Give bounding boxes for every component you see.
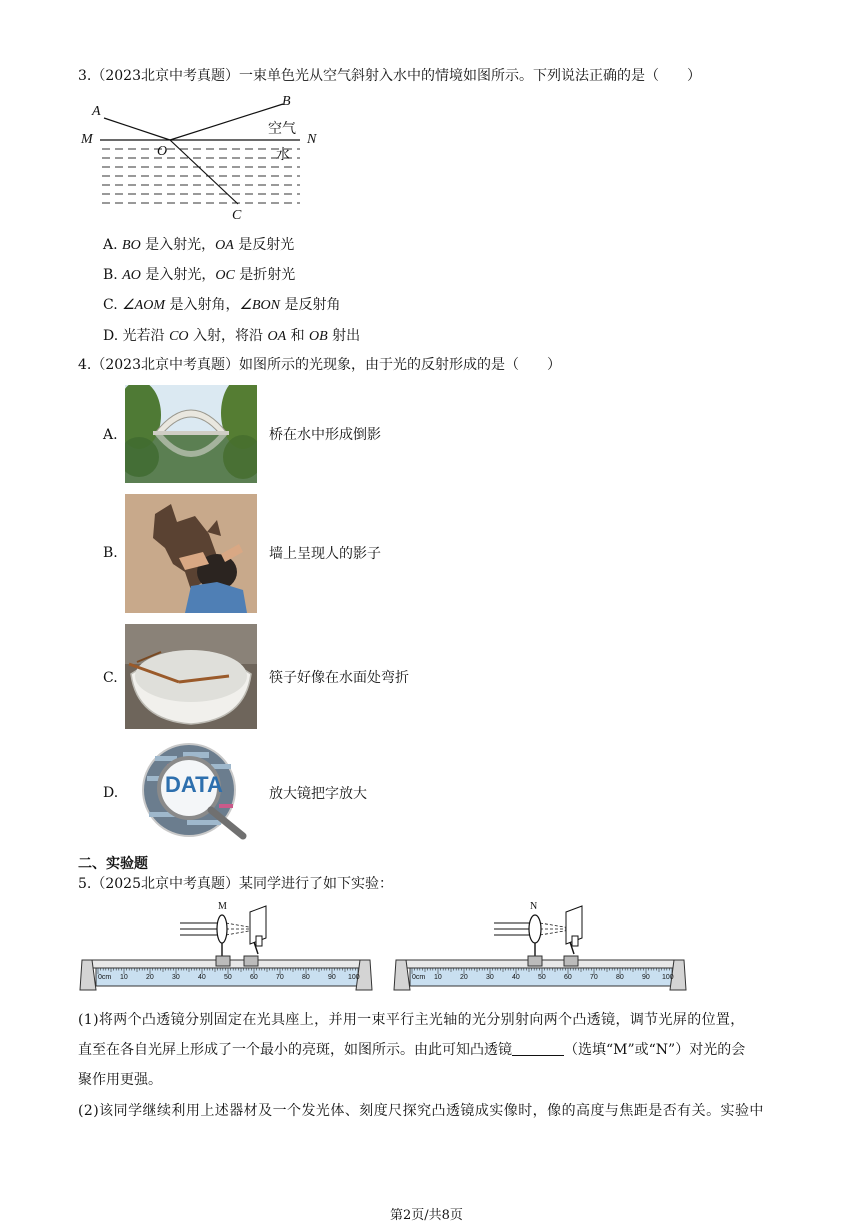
ruler-unit: 0cm: [98, 974, 112, 981]
q5-part1-line2: 直至在各自光屏上形成了一个最小的亮斑，如图所示。由此可知凸透镜 （选填“M”或“N”）对光的会: [78, 1042, 746, 1058]
q5-part2-line1: (2)该同学继续利用上述器材及一个发光体、刻度尺探究凸透镜成实像时，像的高度与焦距是否有关。实验中: [78, 1103, 764, 1119]
q4-option-b-letter: B.: [103, 545, 118, 561]
label-B: B: [282, 94, 291, 109]
hand-shadow-photo: [125, 494, 257, 613]
q4-option-c-text[interactable]: 筷子好像在水面处弯折: [269, 670, 409, 686]
chopsticks-bowl-photo: [125, 624, 257, 729]
q3-option-a[interactable]: A. BO 是入射光，OA 是反射光: [103, 237, 295, 253]
answer-blank[interactable]: [512, 1041, 564, 1056]
label-air: 空气: [268, 121, 296, 137]
magnifier-photo: [127, 742, 257, 840]
ruler-tick: 100: [348, 974, 360, 981]
label-N: N: [307, 132, 317, 147]
ruler-tick: 50: [538, 974, 546, 981]
section-title: 二、实验题: [78, 856, 148, 872]
label-O: O: [157, 144, 168, 159]
q4-option-a-text[interactable]: 桥在水中形成倒影: [269, 427, 381, 443]
refraction-diagram: [78, 92, 328, 227]
q5-part1-line3: 聚作用更强。: [78, 1072, 162, 1088]
label-C: C: [232, 208, 242, 223]
optical-bench-n: [392, 898, 688, 1000]
q5-stem: 5.（2025北京中考真题）某同学进行了如下实验：: [78, 876, 393, 892]
ruler-tick: 60: [250, 974, 258, 981]
ruler-tick: 10: [434, 974, 442, 981]
ruler-tick: 90: [642, 974, 650, 981]
bridge-reflection-photo: [125, 385, 257, 483]
ruler-tick: 20: [146, 974, 154, 981]
q5-part1-line1: (1)将两个凸透镜分别固定在光具座上，并用一束平行主光轴的光分别射向两个凸透镜，调节光屏的位置，: [78, 1012, 745, 1028]
q4-stem: 4.（2023北京中考真题）如图所示的光现象，由于光的反射形成的是（ ）: [78, 357, 561, 373]
q4-option-c-letter: C.: [103, 670, 118, 686]
ruler-tick: 70: [590, 974, 598, 981]
ruler-tick: 70: [276, 974, 284, 981]
label-water: 水: [276, 147, 290, 163]
q3-option-d[interactable]: D. 光若沿 CO 入射，将沿 OA 和 OB 射出: [103, 328, 361, 344]
lens-m-label: M: [218, 901, 227, 912]
label-M: M: [81, 132, 93, 147]
magnifier-word: DATA: [165, 772, 223, 797]
ruler-tick: 50: [224, 974, 232, 981]
page-footer: 第2页/共8页: [390, 1208, 463, 1223]
q4-option-d-text[interactable]: 放大镜把字放大: [269, 786, 367, 802]
ruler-unit: 0cm: [412, 974, 426, 981]
ruler-tick: 40: [198, 974, 206, 981]
ruler-labels-n: [410, 974, 674, 986]
ruler-tick: 80: [616, 974, 624, 981]
q4-option-a-letter: A.: [103, 427, 118, 443]
q3-option-c[interactable]: C. ∠AOM 是入射角，∠BON 是反射角: [103, 297, 341, 313]
label-A: A: [92, 104, 101, 119]
ruler-tick: 30: [172, 974, 180, 981]
ruler-labels-m: [96, 974, 360, 986]
ruler-tick: 90: [328, 974, 336, 981]
ruler-tick: 20: [460, 974, 468, 981]
q3-option-b[interactable]: B. AO 是入射光，OC 是折射光: [103, 267, 296, 283]
ruler-tick: 40: [512, 974, 520, 981]
ruler-tick: 100: [662, 974, 674, 981]
lens-n-label: N: [530, 901, 538, 912]
ruler-tick: 30: [486, 974, 494, 981]
optical-bench-m: [78, 898, 374, 1000]
q4-option-b-text[interactable]: 墙上呈现人的影子: [269, 546, 381, 562]
q4-option-d-letter: D.: [103, 785, 119, 801]
ruler-tick: 10: [120, 974, 128, 981]
q3-stem: 3.（2023北京中考真题）一束单色光从空气斜射入水中的情境如图所示。下列说法正确的是（ ）: [78, 68, 701, 84]
ruler-tick: 80: [302, 974, 310, 981]
ruler-tick: 60: [564, 974, 572, 981]
